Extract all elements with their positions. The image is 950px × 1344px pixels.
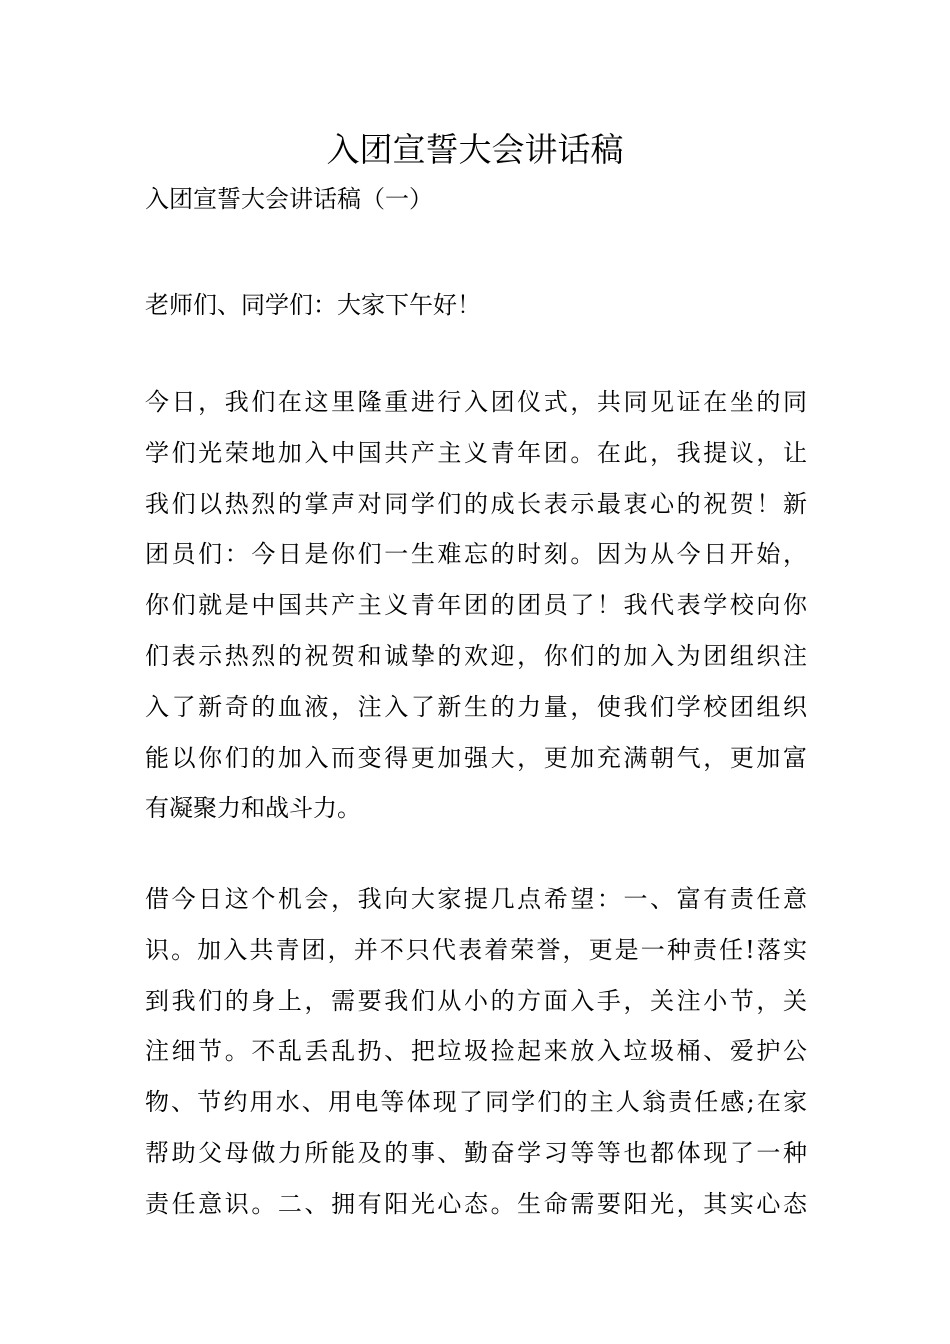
paragraph-line: 学们光荣地加入中国共产主义青年团。在此，我提议，让 <box>145 438 807 467</box>
paragraph-line: 今日，我们在这里隆重进行入团仪式，共同见证在坐的同 <box>145 388 807 416</box>
document-subtitle: 入团宣誓大会讲话稿（一） <box>145 185 433 213</box>
paragraph-line: 物、节约用水、用电等体现了同学们的主人翁责任感;在家 <box>145 1088 807 1117</box>
paragraph-line: 能以你们的加入而变得更加强大，更加充满朝气，更加富 <box>145 743 807 772</box>
paragraph-2 <box>145 874 807 1230</box>
paragraph-line: 责任意识。二、拥有阳光心态。生命需要阳光，其实心态 <box>145 1189 807 1218</box>
document-title: 入团宣誓大会讲话稿 <box>326 130 624 169</box>
paragraph-line: 注细节。不乱丢乱扔、把垃圾捡起来放入垃圾桶、爱护公 <box>145 1037 807 1066</box>
paragraph-line: 团员们：今日是你们一生难忘的时刻。因为从今日开始， <box>145 540 807 569</box>
paragraph-line: 识。加入共青团，并不只代表着荣誉，更是一种责任!落实 <box>145 935 807 964</box>
paragraph-line: 我们以热烈的掌声对同学们的成长表示最衷心的祝贺！新 <box>145 489 807 518</box>
paragraph-1 <box>145 377 807 834</box>
paragraph-line: 入了新奇的血液，注入了新生的力量，使我们学校团组织 <box>145 692 807 721</box>
paragraph-line: 你们就是中国共产主义青年团的团员了！我代表学校向你 <box>145 591 807 620</box>
paragraph-line: 帮助父母做力所能及的事、勤奋学习等等也都体现了一种 <box>145 1138 807 1167</box>
paragraph-line: 有凝聚力和战斗力。 <box>145 794 361 823</box>
paragraph-line: 们表示热烈的祝贺和诚挚的欢迎，你们的加入为团组织注 <box>145 641 807 670</box>
paragraph-line: 到我们的身上，需要我们从小的方面入手，关注小节，关 <box>145 986 807 1015</box>
greeting-line: 老师们、同学们：大家下午好！ <box>145 291 481 319</box>
paragraph-line: 借今日这个机会，我向大家提几点希望：一、富有责任意 <box>145 885 807 913</box>
